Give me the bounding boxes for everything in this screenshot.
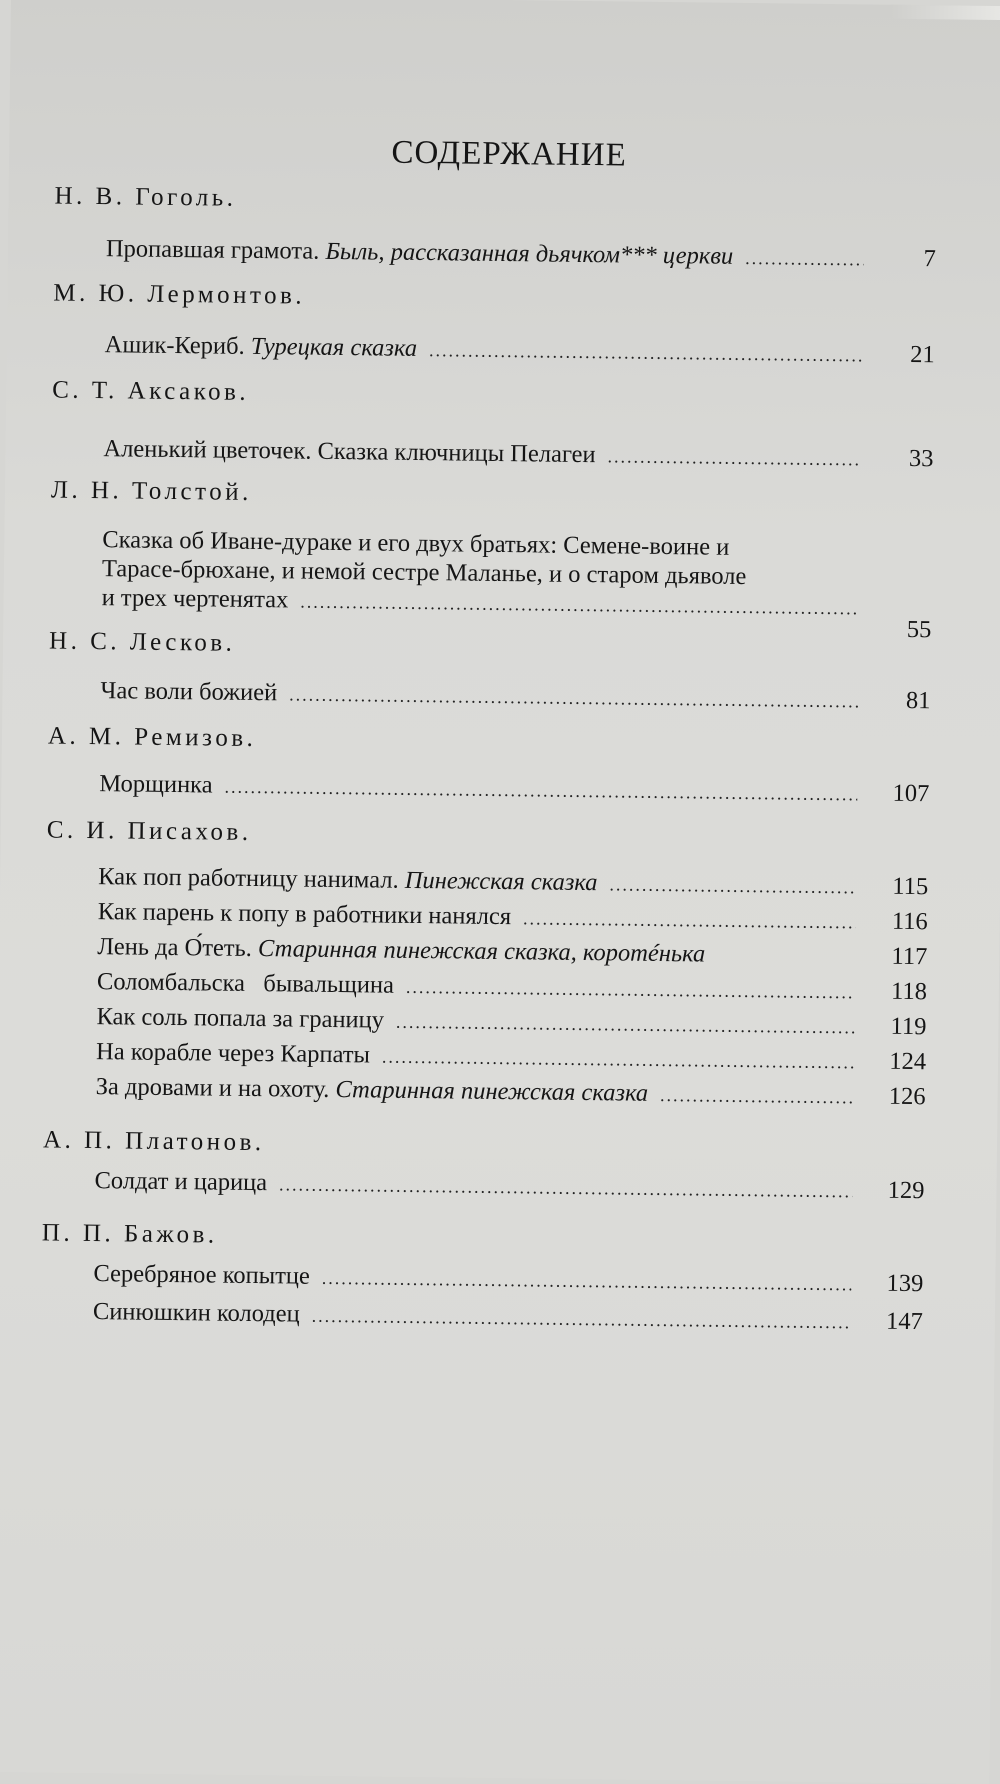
toc-entry[interactable] [97, 968, 927, 1006]
entry-title-line: Сказка об Иване-дураке и его двух братьях: Семене-воине и [102, 526, 730, 561]
author-heading: П. П. Бажов. [41, 1219, 218, 1249]
entry-title: За дровами и на охоту. Старинная пинежская сказка [95, 1073, 649, 1107]
entry-subtitle: Старинная пинежская сказка [335, 1076, 649, 1107]
entry-subtitle: Старинная пинежская сказка, коротéнька [257, 935, 706, 968]
page-number: 129 [887, 1176, 925, 1205]
page-number: 139 [886, 1269, 924, 1298]
toc-entry[interactable] [100, 677, 930, 715]
page-number: 126 [888, 1082, 926, 1111]
leader-dots [406, 977, 855, 1003]
entry-title: Аленький цветочек. Сказка ключницы Пелагеи [103, 435, 596, 469]
toc-entry[interactable] [105, 331, 935, 369]
page-number: 33 [908, 444, 934, 473]
entry-subtitle: Турецкая сказка [250, 332, 418, 362]
page-number: 147 [885, 1307, 924, 1336]
entry-title: Как поп работницу нанимал. Пинежская сказка [98, 863, 598, 897]
toc-entry[interactable] [98, 863, 928, 901]
toc-entry[interactable] [106, 235, 936, 273]
page-number: 107 [892, 779, 930, 808]
entry-title: Как соль попала за границу [96, 1003, 385, 1034]
entry-title: Синюшкин колодец [92, 1298, 300, 1328]
page-number: 117 [891, 942, 928, 971]
entry-title: Пропавшая грамота. Быль, рассказанная дьячком*** церкви [105, 235, 734, 270]
leader-dots [289, 684, 858, 712]
entry-title: Серебряное копытце [93, 1260, 311, 1290]
author-heading: А. М. Ремизов. [47, 722, 257, 753]
toc-entry[interactable] [93, 1298, 923, 1336]
leader-dots [745, 248, 864, 270]
entry-title: На корабле через Карпаты [95, 1038, 371, 1069]
toc-entry[interactable] [103, 435, 933, 473]
page-number: 116 [891, 907, 928, 936]
entry-title: Как парень к попу в работники нанялся [97, 898, 512, 931]
page-number: 55 [906, 615, 932, 644]
entry-title: Лень да О́теть. Старинная пинежская сказка, коротéнька [97, 933, 706, 968]
leader-dots [224, 777, 857, 806]
author-heading: М. Ю. Лермонтов. [53, 279, 306, 310]
page-number: 7 [923, 245, 937, 273]
page-number: 124 [889, 1047, 927, 1076]
leader-dots [312, 1306, 851, 1334]
toc-entry[interactable] [94, 1167, 924, 1205]
leader-dots [382, 1047, 854, 1074]
page-title: СОДЕРЖАНИЕ [391, 134, 627, 174]
leader-dots [660, 1085, 854, 1108]
entry-title-line: Тарасе-брюхане, и немой сестре Маланье, и о старом дьяволе [101, 555, 747, 590]
toc-entry[interactable] [99, 770, 929, 808]
leader-dots [300, 588, 860, 624]
toc-entry[interactable] [97, 933, 927, 971]
entry-subtitle: Пинежская сказка [404, 866, 598, 897]
author-heading: Н. В. Гоголь. [54, 182, 237, 212]
entry-title: Солдат и царица [94, 1167, 268, 1197]
page-number: 21 [910, 340, 935, 369]
author-heading: Н. С. Лесков. [48, 627, 236, 657]
entry-subtitle: Быль, рассказанная дьячком*** церкви [325, 237, 734, 270]
leader-dots [429, 340, 863, 366]
entry-title: Час воли божией [100, 677, 278, 707]
page-number: 115 [892, 872, 929, 901]
toc-entry[interactable] [96, 1038, 926, 1076]
toc-entry[interactable] [98, 898, 928, 936]
entry-title: Соломбальска бывальщина [96, 968, 395, 999]
author-heading: А. П. Платонов. [42, 1126, 265, 1157]
entry-title-line: и трех чертенятах [101, 584, 289, 614]
leader-dots [279, 1174, 853, 1202]
toc-entry[interactable] [96, 1003, 926, 1041]
page-number: 81 [905, 686, 931, 715]
toc-entry[interactable] [101, 525, 932, 644]
leader-dots [607, 446, 861, 470]
leader-dots [396, 1012, 855, 1039]
author-heading: С. И. Писахов. [46, 816, 252, 846]
leader-dots [322, 1268, 852, 1295]
page-number: 119 [890, 1012, 927, 1041]
entry-title: Ашик-Кериб. Турецкая сказка [104, 331, 418, 362]
toc-entry[interactable] [96, 1073, 926, 1111]
page-number: 118 [890, 977, 928, 1006]
page-edge [891, 5, 1000, 20]
leader-dots [523, 908, 856, 933]
toc-entry[interactable] [93, 1260, 923, 1298]
author-heading: С. Т. Аксаков. [52, 376, 250, 406]
leader-dots [609, 874, 856, 898]
entry-title: Морщинка [99, 770, 213, 799]
author-heading: Л. Н. Толстой. [50, 476, 253, 506]
